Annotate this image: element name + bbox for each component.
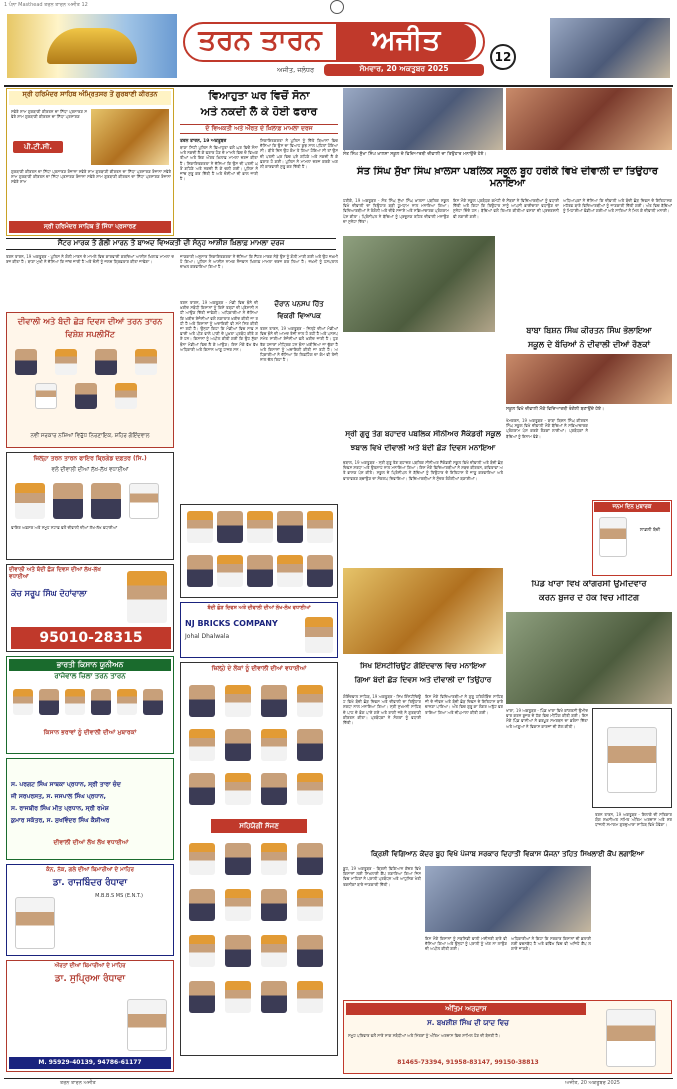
- print-strip: 1 ਪੰਨਾ Masthead ਤਰਨ ਤਾਰਨ ਅਜੀਤ 12: [4, 2, 88, 8]
- school-body-col2: ਇਸ ਮੌਕੇ ਸਕੂਲ ਪ੍ਰਬੰਧਕ ਕਮੇਟੀ ਦੇ ਮੈਂਬਰਾਂ ਨੇ ਵਿਦਿਆਰਥੀਆਂ ਨੂੰ ਵਧਾਈ ਦਿੱਤੀ ਅਤੇ ਕਿਹਾ ਕਿ ਤਿਉਹਾਰ ਸਾਨੂੰ ਆਪਸੀ ਭਾਈਚਾਰਾ ਵਧਾਉਣ ਦਾ ਸੁਨੇਹਾ ਦਿੰਦੇ ਹਨ। ਬੱਚਿਆਂ ਵਲੋਂ ਤਿਆਰ ਕੀਤੀਆਂ ਵਸਤਾਂ ਦੀ ਪ੍ਰਦਰਸ਼ਨੀ ਵੀ ਲਗਾਈ ਗਈ।: [453, 198, 559, 219]
- member-portrait: [143, 689, 163, 715]
- leader-portrait: [261, 685, 287, 717]
- masthead: [0, 0, 677, 84]
- deceased-portrait: [607, 727, 657, 793]
- ad-bricks-place: Johal Dhalwala: [185, 633, 230, 640]
- story-center-body: ਤਰਨ ਤਾਰਨ, 19 ਅਕਤੂਬਰ - ਮੰਡੀ ਵਿਚ ਝੋਨੇ ਦੀ ਖ਼ਰੀਦ ਸਬੰਧੀ ਕਿਸਾਨਾਂ ਨੂੰ ਕਿਸੇ ਤਰ੍ਹਾਂ ਦੀ ਪ੍ਰੇਸ਼ਾਨੀ ਨਹੀਂ ਆਉਣ ਦਿੱਤੀ ਜਾਵੇਗੀ। ਅਧਿਕਾਰੀਆਂ ਨੇ ਦੱਸਿਆ ਕਿ ਖ਼ਰੀਦ ਏਜੰਸੀਆਂ ਵਲੋਂ ਲਗਾਤਾਰ ਖ਼ਰੀਦ ਕੀਤੀ ਜਾ ਰਹੀ ਹੈ ਅਤੇ ਕਿਸਾਨਾਂ ਨੂੰ ਅਦਾਇਗੀ ਵੀ ਸਮੇਂ ਸਿਰ ਕੀਤੀ ਜਾ ਰਹੀ ਹੈ। ਉਨ੍ਹਾਂ ਕਿਹਾ ਕਿ ਮੰਡੀਆਂ ਵਿਚ ਸਾਫ਼ ਸਫ਼ਾਈ ਅਤੇ ਪੀਣ ਵਾਲੇ ਪਾਣੀ ਦੇ ਪੁਖ਼ਤਾ ਪ੍ਰਬੰਧ ਕੀਤੇ ਗਏ ਹਨ। ਕਿਸਾਨਾਂ ਨੂੰ ਅਪੀਲ ਕੀਤੀ ਗਈ ਕਿ ਉਹ ਸੁੱਕਾ ਝੋਨਾ ਮੰਡੀਆਂ ਵਿਚ ਲੈ ਕੇ ਆਉਣ। ਇਸ ਮੌਕੇ ਵੱਖ ਵੱਖ ਅਧਿਕਾਰੀ ਅਤੇ ਕਿਸਾਨ ਆਗੂ ਹਾਜ਼ਰ ਸਨ।: [180, 300, 258, 352]
- ad-title: ਸ੍ਰੀ ਹਰਿਮੰਦਰ ਸਾਹਿਬ ਅੰਮ੍ਰਿਤਸਰ ਤੋਂ ਗੁਰਬਾਣੀ ਕੀਰਤਨ: [9, 91, 171, 105]
- member-portrait: [217, 555, 243, 587]
- leader-portrait: [225, 685, 251, 717]
- obituary-phone: 81465-73394, 91958-83147, 99150-38813: [397, 1059, 539, 1066]
- story-bottom-photo: [425, 866, 591, 932]
- member-portrait: [297, 843, 323, 875]
- story-bhai-caption: ਸਕੂਲ ਵਿਖੇ ਦੀਵਾਲੀ ਮੌਕੇ ਵਿਦਿਆਰਥੀ ਰੰਗੋਲੀ ਬਣਾਉਂਦੇ ਹੋਏ।: [506, 407, 605, 412]
- ad-kochar-greeting: ਦੀਵਾਲੀ ਅਤੇ ਬੰਦੀ ਛੋੜ ਦਿਵਸ ਦੀਆਂ ਲੱਖ-ਲੱਖ ਵਧਾਈਆਂ: [9, 567, 101, 580]
- ad-names-line-1: ਸ. ਪਰਗਟ ਸਿੰਘ ਸਾਬਕਾ ਪ੍ਰਧਾਨ, ਸ੍ਰੀ ਤਾਰਾ ਚੰਦ: [11, 781, 121, 788]
- school-diwali-photo: [343, 236, 495, 332]
- story-sikh-body-col1: ਗੋਇੰਦਵਾਲ ਸਾਹਿਬ, 19 ਅਕਤੂਬਰ - ਸਿਖ ਇੰਸਟੀਚਿਊਟ ਵਿਖੇ ਬੰਦੀ ਛੋੜ ਦਿਵਸ ਅਤੇ ਦੀਵਾਲੀ ਦਾ ਤਿਉਹਾਰ ਸ਼ਰਧਾ ਨਾਲ ਮਨਾਇਆ ਗਿਆ। ਸ੍ਰੀ ਸੁਖਮਨੀ ਸਾਹਿਬ ਦੇ ਪਾਠ ਦੇ ਭੋਗ ਪਾਏ ਗਏ ਅਤੇ ਰਾਗੀ ਜਥੇ ਨੇ ਗੁਰਬਾਣੀ ਕੀਰਤਨ ਕੀਤਾ। ਪ੍ਰਬੰਧਕਾਂ ਨੇ ਸੰਗਤਾਂ ਨੂੰ ਵਧਾਈ ਦਿੱਤੀ।: [343, 694, 421, 726]
- leader-portrait: [225, 729, 251, 761]
- ad-footer: ਸ੍ਰੀ ਹਰਿਮੰਦਰ ਸਾਹਿਬ ਤੋਂ ਸਿੱਧਾ ਪ੍ਰਸਾਰਣ: [9, 221, 171, 233]
- story-mandi-headline-1: ਦੌਰਾਨ ਪਨਸਪ ਹਿੱਤ: [274, 300, 324, 308]
- header-building-photo: [550, 18, 670, 78]
- ad-doctor-1-degree: M.B.B.S MS (E.N.T.): [95, 893, 143, 899]
- story-bottom-headline: ਕ੍ਰਿਸ਼ੀ ਵਿਗਿਆਨ ਕੇਂਦਰ ਬੂਹ ਵਿਖੇ ਪੰਜਾਬ ਸਰਕਾਰ ਦਿਹਾਤੀ ਵਿਕਾਸ ਯੋਜਨਾ ਤਹਿਤ ਸਿਖਲਾਈ ਕੈਂਪ ਲਗਾਇਆ: [370, 850, 645, 858]
- ad-names-line-2: ਜੀ ਸਰਪਰਸਤ, ਸ. ਜਸਪਾਲ ਸਿੰਘ ਪ੍ਰਧਾਨ,: [11, 793, 106, 800]
- member-portrait: [307, 555, 333, 587]
- footer-rule: [4, 1078, 673, 1079]
- birthday-title: ਜਨਮ ਦਿਨ ਮੁਬਾਰਕ: [594, 502, 670, 512]
- member-portrait: [187, 511, 213, 543]
- story-khara-photo: [506, 612, 672, 704]
- footer-left: ਤਰਨ ਤਾਰਨ ਅਜੀਤ: [60, 1080, 96, 1086]
- story-sikh-headline-2: ਗਿਆ ਬੰਦੀ ਛੋੜ ਦਿਵਸ ਅਤੇ ਦੀਵਾਲੀ ਦਾ ਤਿਉਹਾਰ: [354, 676, 492, 684]
- golden-temple-banner: [7, 14, 177, 78]
- coach-portrait: [127, 571, 167, 623]
- obituary-notice: ਅੰਤਿਮ ਅਰਦਾਸ: [346, 1003, 586, 1015]
- member-portrait: [297, 981, 323, 1013]
- story-ashish-body: ਤਰਨ ਤਾਰਨ, 19 ਅਕਤੂਬਰ - ਪੁਲਿਸ ਨੇ ਗੋਲੀ ਮਾਰਨ ਦੇ ਮਾਮਲੇ ਵਿਚ ਕਾਰਵਾਈ ਕਰਦਿਆਂ ਆਸ਼ੀਸ਼ ਖ਼ਿਲਾਫ਼ ਮਾਮਲਾ ਦਰਜ ਕੀਤਾ ਹੈ। ਥਾਣਾ ਮੁਖੀ ਨੇ ਦੱਸਿਆ ਕਿ ਜਾਂਚ ਜਾਰੀ ਹੈ ਅਤੇ ਦੋਸ਼ੀ ਨੂੰ ਜਲਦ ਗ੍ਰਿਫ਼ਤਾਰ ਕੀਤਾ ਜਾਵੇਗਾ।: [6, 254, 174, 265]
- ad-doctor-2-name: ਡਾ. ਸੁਪ੍ਰਿਆ ਰੰਧਾਵਾ: [54, 974, 126, 984]
- member-portrait: [297, 935, 323, 967]
- school-headline: ਸੰਤ ਸਿੰਘ ਸੁੱਖਾ ਸਿੰਘ ਖ਼ਾਲਸਾ ਪਬਲਿਕ ਸਕੂਲ ਬੂਹ ਹਰੀਕੇ ਵਿਖੇ ਦੀਵਾਲੀ ਦਾ ਤਿਉਹਾਰ ਮਨਾਇਆ: [357, 166, 658, 189]
- ad-kisan-title-2: ਰਾਜੇਵਾਲ ਜ਼ਿਲਾ ਤਰਨ ਤਾਰਨ: [54, 672, 126, 680]
- story-ashish-headline: ਸੈਂਟਰ ਮਾਰਕ ਤੋਂ ਗੋਲੀ ਮਾਰਨ ਤੋਂ ਬਾਅਦ ਵਿਅਕਤੀ ਦੀ ਸੰਨ੍ਹ ਆਸ਼ੀਸ਼ ਖ਼ਿਲਾਫ਼ ਮਾਮਲਾ ਦਰਜ: [6, 238, 336, 250]
- ad-kochar-name: ਕੋਚ ਸਰੂਪ ਸਿੰਘ ਦੋਹਾਂਵਾਲਾ: [11, 589, 87, 598]
- golden-temple-photo: [91, 109, 169, 165]
- leader-portrait: [55, 349, 77, 375]
- ad-diwali-title: ਦੀਵਾਲੀ ਅਤੇ ਬੰਦੀ ਛੋੜ ਦਿਵਸ ਦੀਆਂ ਤਰਨ ਤਾਰਨ ਵਿਸ਼ੇਸ਼ ਸਪਲੀਮੈਂਟ: [17, 317, 163, 339]
- story-khara-headline-1: ਪਿੰਡ ਖਾਰਾ ਵਿਖੇ ਕਾਂਗਰਸੀ ਉਮੀਦਵਾਰ: [531, 580, 647, 589]
- story-khara-body: ਖਾਰਾ, 19 ਅਕਤੂਬਰ - ਪਿੰਡ ਖਾਰਾ ਵਿਖੇ ਕਾਂਗਰਸੀ ਉਮੀਦਵਾਰ ਕਰਨ ਬੁਜਰ ਦੇ ਹੱਕ ਵਿਚ ਮੀਟਿੰਗ ਕੀਤੀ ਗਈ। ਇਸ ਮੌਕੇ ਪਿੰਡ ਵਾਸੀਆਂ ਨੇ ਭਰਪੂਰ ਸਮਰਥਨ ਦਾ ਭਰੋਸਾ ਦਿੱਤਾ ਅਤੇ ਆਗੂਆਂ ਨੇ ਵਿਕਾਸ ਕਾਰਜਾਂ ਦੀ ਗੱਲ ਕੀਤੀ।: [506, 708, 588, 729]
- header-rule: [4, 85, 673, 87]
- ad-kochar-phone: 95010-28315: [11, 627, 171, 649]
- member-portrait: [247, 555, 273, 587]
- story-bhai-body: ਖੇਮਕਰਨ, 19 ਅਕਤੂਬਰ - ਬਾਬਾ ਬਿਸ਼ਨ ਸਿੰਘ ਕੀਰਤਨ ਸਿੰਘ ਸਕੂਲ ਵਿਖੇ ਦੀਵਾਲੀ ਮੌਕੇ ਬੱਚਿਆਂ ਨੇ ਸਭਿਆਚਾਰਕ ਪ੍ਰੋਗਰਾਮ ਪੇਸ਼ ਕਰਕੇ ਰੌਣਕਾਂ ਲਾਈਆਂ। ਪ੍ਰਬੰਧਕਾਂ ਨੇ ਬੱਚਿਆਂ ਨੂੰ ਇਨਾਮ ਵੰਡੇ।: [506, 418, 588, 439]
- leader-portrait: [115, 383, 137, 409]
- ad-doctor-1-name: ਡਾ. ਰਾਜਬਿੰਦਰ ਰੰਧਾਵਾ: [52, 878, 128, 888]
- member-portrait: [117, 689, 137, 715]
- story-mandi-headline-2: ਵਿਕਰੀ ਵਿਆਪਕ: [277, 312, 321, 320]
- member-portrait: [39, 689, 59, 715]
- member-portrait: [277, 555, 303, 587]
- member-portrait: [225, 843, 251, 875]
- leader-portrait: [189, 729, 215, 761]
- obituary-body: ਤਰਨ ਤਾਰਨ, 19 ਅਕਤੂਬਰ - ਇਲਾਕੇ ਦੀ ਸਤਿਕਾਰਯੋਗ ਸ਼ਖ਼ਸੀਅਤ ਨਮਿਤ ਅੰਤਿਮ ਅਰਦਾਸ ਅਤੇ ਸ਼ਰਧਾਂਜਲੀ ਸਮਾਗਮ ਗੁਰਦੁਆਰਾ ਸਾਹਿਬ ਵਿਖੇ ਹੋਵੇਗਾ।: [595, 812, 672, 828]
- birthday-box: [592, 500, 672, 576]
- ad-bricks: [180, 602, 338, 658]
- member-portrait: [189, 843, 215, 875]
- ad-doctor-1: [6, 864, 174, 956]
- member-portrait: [189, 889, 215, 921]
- ad-kisan: [6, 656, 174, 754]
- footer-right: ਅਜੀਤ, 20 ਅਕਤੂਬਰ 2025: [565, 1080, 620, 1086]
- member-portrait: [297, 889, 323, 921]
- register-mark-icon: [330, 0, 344, 14]
- member-portrait: [91, 689, 111, 715]
- ad-body-text: ਸਵੇਰੇ ਸ਼ਾਮ ਗੁਰਬਾਣੀ ਕੀਰਤਨ ਦਾ ਸਿੱਧਾ ਪ੍ਰਸਾਰਣ ਸਵੇਰੇ ਸ਼ਾਮ ਗੁਰਬਾਣੀ ਕੀਰਤਨ ਦਾ ਸਿੱਧਾ ਪ੍ਰਸਾਰਣ: [11, 109, 87, 120]
- story-bottom-body-col2: ਇਸ ਮੌਕੇ ਕਿਸਾਨਾਂ ਨੂੰ ਸਬਸਿਡੀ ਵਾਲੀ ਮਸ਼ੀਨਰੀ ਬਾਰੇ ਵੀ ਦੱਸਿਆ ਗਿਆ ਅਤੇ ਉਨ੍ਹਾਂ ਨੂੰ ਪਰਾਲੀ ਨੂੰ ਅੱਗ ਨਾ ਲਾਉਣ ਦੀ ਅਪੀਲ ਕੀਤੀ ਗਈ।: [425, 936, 507, 952]
- ad-doctor-2-phone: M. 95929-40139, 94786-61177: [9, 1057, 171, 1069]
- ad-leaders-greeting: ਜ਼ਿਲ੍ਹੇ ਦੇ ਲੋਕਾਂ ਨੂੰ ਦੀਵਾਲੀ ਦੀਆਂ ਵਧਾਈਆਂ: [211, 665, 307, 672]
- member-portrait: [261, 935, 287, 967]
- member-portrait: [225, 981, 251, 1013]
- ad-kisan-footer: ਕਿਸਾਨ ਭਰਾਵਾਂ ਨੂੰ ਦੀਵਾਲੀ ਦੀਆਂ ਮੁਬਾਰਕਾਂ: [43, 729, 137, 736]
- doctor-portrait: [15, 897, 55, 949]
- ad-names-line-3: ਸ. ਰਾਜਬੀਰ ਸਿੰਘ ਮੀਤ ਪ੍ਰਧਾਨ, ਸ੍ਰੀ ਰਮੇਸ਼: [11, 805, 109, 812]
- ad-fire: [6, 452, 174, 560]
- leader-portrait: [297, 773, 323, 805]
- child-portrait: [599, 517, 627, 557]
- ad-diwali: [6, 312, 174, 448]
- member-portrait: [247, 511, 273, 543]
- story-ktp-headline-1: ਸ੍ਰੀ ਗੁਰੂ ਤੇਗ ਬਹਾਦਰ ਪਬਲਿਕ ਸੀਨੀਅਰ ਸੈਕੰਡਰੀ ਸਕੂਲ: [345, 430, 501, 438]
- leader-portrait: [261, 729, 287, 761]
- ad-doctor-2: [6, 960, 174, 1072]
- school-body-col3: ਅਧਿਆਪਕਾਂ ਨੇ ਦੱਸਿਆ ਕਿ ਦੀਵਾਲੀ ਅਤੇ ਬੰਦੀ ਛੋੜ ਦਿਵਸ ਦੇ ਇਤਿਹਾਸਕ ਮਹੱਤਵ ਬਾਰੇ ਵਿਦਿਆਰਥੀਆਂ ਨੂੰ ਜਾਣਕਾਰੀ ਦਿੱਤੀ ਗਈ। ਅੰਤ ਵਿਚ ਬੱਚਿਆਂ ਨੂੰ ਮਿਠਾਈਆਂ ਵੰਡੀਆਂ ਗਈਆਂ ਅਤੇ ਸਾਰਿਆਂ ਨੇ ਮਿਲ ਕੇ ਦੀਵਾਲੀ ਮਨਾਈ।: [563, 198, 672, 214]
- school-ktp-photo: [343, 568, 503, 654]
- member-portrait: [65, 689, 85, 715]
- officer-portrait: [53, 483, 83, 519]
- masthead-title-right: ਅਜੀਤ: [336, 23, 476, 61]
- story-ashish-body-2: ਜਾਣਕਾਰੀ ਅਨੁਸਾਰ ਸ਼ਿਕਾਇਤਕਰਤਾ ਨੇ ਦੱਸਿਆ ਕਿ ਸੈਂਟਰ ਮਾਰਕ ਨੇੜੇ ਉਸ ਨੂੰ ਗੋਲੀ ਮਾਰੀ ਗਈ ਅਤੇ ਉਹ ਜ਼ਖ਼ਮੀ ਹੋ ਗਿਆ। ਪੁਲਿਸ ਨੇ ਆਸ਼ੀਸ਼ ਨਾਮਕ ਨੌਜਵਾਨ ਖ਼ਿਲਾਫ਼ ਮਾਮਲਾ ਦਰਜ ਕਰ ਲਿਆ ਹੈ। ਜ਼ਖ਼ਮੀ ਨੂੰ ਹਸਪਤਾਲ ਦਾਖ਼ਲ ਕਰਵਾਇਆ ਗਿਆ ਹੈ।: [180, 254, 338, 270]
- ad-body-text-2: ਗੁਰਬਾਣੀ ਕੀਰਤਨ ਦਾ ਸਿੱਧਾ ਪ੍ਰਸਾਰਣ ਰੋਜ਼ਾਨਾ ਸਵੇਰੇ ਸ਼ਾਮ ਗੁਰਬਾਣੀ ਕੀਰਤਨ ਦਾ ਸਿੱਧਾ ਪ੍ਰਸਾਰਣ ਰੋਜ਼ਾਨਾ ਸਵੇਰੇ ਸ਼ਾਮ ਗੁਰਬਾਣੀ ਕੀਰਤਨ ਦਾ ਸਿੱਧਾ ਪ੍ਰਸਾਰਣ ਰੋਜ਼ਾਨਾ ਸਵੇਰੇ ਸ਼ਾਮ ਗੁਰਬਾਣੀ ਕੀਰਤਨ ਦਾ ਸਿੱਧਾ ਪ੍ਰਸਾਰਣ ਰੋਜ਼ਾਨਾ ਸਵੇਰੇ ਸ਼ਾਮ: [11, 169, 171, 185]
- ad-bricks-greeting: ਬੰਦੀ ਛੋੜ ਦਿਵਸ ਅਤੇ ਦੀਵਾਲੀ ਦੀਆਂ ਲੱਖ-ਲੱਖ ਵਧਾਈਆਂ: [207, 605, 311, 611]
- ad-bricks-name: NJ BRICKS COMPANY: [185, 619, 278, 628]
- school-caption: ਸੰਤ ਸਿੰਘ ਸੁੱਖਾ ਸਿੰਘ ਖ਼ਾਲਸਾ ਸਕੂਲ ਦੇ ਵਿਦਿਆਰਥੀ ਦੀਵਾਲੀ ਦਾ ਤਿਉਹਾਰ ਮਨਾਉਂਦੇ ਹੋਏ।: [343, 152, 487, 157]
- page-number: 12: [490, 44, 516, 70]
- ad-names: [6, 758, 174, 860]
- member-portrait: [225, 889, 251, 921]
- story1-headline-1: ਵਿਆਹੁਤਾ ਘਰ ਵਿਚੋਂ ਸੋਨਾ: [208, 90, 310, 102]
- officer-portrait: [91, 483, 121, 519]
- story-khara-headline-2: ਕਰਨ ਬੁਜਰ ਦੇ ਹੱਕ ਵਿਚ ਮੀਟਿੰਗ: [539, 594, 639, 603]
- story1-body-col1: ਥਾਣਾ ਸਿਟੀ ਪੁਲਿਸ ਨੇ ਵਿਆਹੁਤਾ ਵਲੋਂ ਘਰ ਵਿਚੋਂ ਸੋਨਾ ਅਤੇ ਨਕਦੀ ਲੈ ਕੇ ਫਰਾਰ ਹੋਣ ਦੇ ਮਾਮਲੇ ਵਿਚ ਦੋ ਵਿਅਕਤੀਆਂ ਅਤੇ ਇਕ ਔਰਤ ਖ਼ਿਲਾਫ਼ ਮਾਮਲਾ ਦਰਜ ਕੀਤਾ ਹੈ। ਸ਼ਿਕਾਇਤਕਰਤਾ ਨੇ ਦੱਸਿਆ ਕਿ ਉਸ ਦੀ ਪਤਨੀ ਘਰੋਂ ਗਹਿਣੇ ਅਤੇ ਨਕਦੀ ਲੈ ਕੇ ਚਲੀ ਗਈ। ਪੁਲਿਸ ਨੇ ਜਾਂਚ ਸ਼ੁਰੂ ਕਰ ਦਿੱਤੀ ਹੈ ਅਤੇ ਦੋਸ਼ੀਆਂ ਦੀ ਭਾਲ ਜਾਰੀ ਹੈ।: [180, 145, 258, 182]
- story1-body-col2: ਸ਼ਿਕਾਇਤਕਰਤਾ ਨੇ ਪੁਲਿਸ ਨੂੰ ਦਿੱਤੇ ਬਿਆਨਾਂ ਵਿਚ ਦੱਸਿਆ ਕਿ ਉਸ ਦਾ ਵਿਆਹ ਕੁਝ ਸਾਲ ਪਹਿਲਾਂ ਹੋਇਆ ਸੀ। ਬੀਤੇ ਦਿਨ ਉਹ ਕੰਮ ਤੇ ਗਿਆ ਹੋਇਆ ਸੀ ਤਾਂ ਉਸ ਦੀ ਪਤਨੀ ਘਰ ਵਿਚ ਪਏ ਗਹਿਣੇ ਅਤੇ ਨਕਦੀ ਲੈ ਕੇ ਫ਼ਰਾਰ ਹੋ ਗਈ। ਪੁਲਿਸ ਨੇ ਮਾਮਲਾ ਦਰਜ ਕਰਕੇ ਅਗਲੀ ਕਾਰਵਾਈ ਸ਼ੁਰੂ ਕਰ ਦਿੱਤੀ ਹੈ।: [260, 138, 338, 170]
- story-bottom-body-col3: ਅਧਿਕਾਰੀਆਂ ਨੇ ਕਿਹਾ ਕਿ ਸਰਕਾਰ ਕਿਸਾਨਾਂ ਦੀ ਭਲਾਈ ਲਈ ਵਚਨਬੱਧ ਹੈ ਅਤੇ ਭਵਿੱਖ ਵਿਚ ਵੀ ਅਜਿਹੇ ਕੈਂਪ ਲਗਾਏ ਜਾਣਗੇ।: [511, 936, 591, 952]
- story1-subhead: ਦੋ ਵਿਅਕਤੀ ਅਤੇ ਔਰਤ ਦੇ ਖ਼ਿਲਾਫ਼ ਮਾਮਲਾ ਦਰਜ: [180, 124, 338, 134]
- left-top-ad: [6, 88, 174, 236]
- ad-kochar: [6, 564, 174, 652]
- member-portrait: [261, 889, 287, 921]
- masthead-title-left: ਤਰਨ ਤਾਰਨ: [198, 23, 322, 56]
- ad-photos-grid: [180, 504, 338, 598]
- member-portrait: [307, 511, 333, 543]
- school-photo-2: [506, 88, 672, 150]
- story-bhai-headline-1: ਬਾਬਾ ਬਿਸ਼ਨ ਸਿੰਘ ਕੀਰਤਨ ਸਿੰਘ ਭੋਲਾਇਆ: [526, 326, 652, 335]
- leader-portrait: [189, 685, 215, 717]
- obituary-headline: ਸ. ਬਖਸ਼ੀਸ਼ ਸਿੰਘ ਦੀ ਯਾਦ ਵਿਚ: [427, 1019, 509, 1027]
- member-portrait: [13, 689, 33, 715]
- member-portrait: [187, 555, 213, 587]
- leader-portrait: [189, 773, 215, 805]
- story-sikh-body-col2: ਇਸ ਮੌਕੇ ਵਿਦਿਆਰਥੀਆਂ ਨੇ ਗੁਰੂ ਹਰਿਗੋਬਿੰਦ ਸਾਹਿਬ ਜੀ ਦੇ ਜੀਵਨ ਅਤੇ ਬੰਦੀ ਛੋੜ ਦਿਵਸ ਦੇ ਇਤਿਹਾਸ ਬਾਰੇ ਚਾਨਣਾ ਪਾਇਆ। ਅੰਤ ਵਿਚ ਗੁਰੂ ਕਾ ਲੰਗਰ ਅਤੁੱਟ ਵਰਤਾਇਆ ਗਿਆ ਅਤੇ ਦੀਪਮਾਲਾ ਕੀਤੀ ਗਈ।: [425, 694, 503, 715]
- member-portrait: [277, 511, 303, 543]
- school-body-col1: ਹਰੀਕੇ, 19 ਅਕਤੂਬਰ - ਸੰਤ ਸਿੰਘ ਸੁੱਖਾ ਸਿੰਘ ਖ਼ਾਲਸਾ ਪਬਲਿਕ ਸਕੂਲ ਵਿਖੇ ਦੀਵਾਲੀ ਦਾ ਤਿਉਹਾਰ ਬੜੀ ਧੂਮਧਾਮ ਨਾਲ ਮਨਾਇਆ ਗਿਆ। ਵਿਦਿਆਰਥੀਆਂ ਨੇ ਰੰਗੋਲੀ ਅਤੇ ਦੀਵੇ ਸਜਾਏ ਅਤੇ ਸਭਿਆਚਾਰਕ ਪ੍ਰੋਗਰਾਮ ਪੇਸ਼ ਕੀਤਾ। ਪ੍ਰਿੰਸੀਪਲ ਨੇ ਬੱਚਿਆਂ ਨੂੰ ਪ੍ਰਦੂਸ਼ਣ ਰਹਿਤ ਦੀਵਾਲੀ ਮਨਾਉਣ ਦਾ ਸੁਨੇਹਾ ਦਿੱਤਾ।: [343, 198, 449, 224]
- obituary-box: [343, 1000, 672, 1074]
- leader-portrait: [225, 773, 251, 805]
- ad-fire-names: ਫਾਇਰ ਅਫ਼ਸਰ ਅਤੇ ਸਮੂਹ ਸਟਾਫ਼ ਵਲੋਂ ਦੀਵਾਲੀ ਦੀਆਂ ਲੱਖ-ਲੱਖ ਵਧਾਈਆਂ: [11, 525, 118, 530]
- golden-temple-icon: [47, 28, 137, 64]
- owner-portrait: [305, 617, 333, 653]
- story-sikh-headline-1: ਸਿਖ ਇੰਸਟੀਚਿਊਟ ਗੋਇੰਦਵਾਲ ਵਿਚ ਮਨਾਇਆ: [359, 662, 487, 670]
- story-bottom-body-col1: ਬੂਹ, 19 ਅਕਤੂਬਰ - ਕ੍ਰਿਸ਼ੀ ਵਿਗਿਆਨ ਕੇਂਦਰ ਵਿਖੇ ਕਿਸਾਨਾਂ ਲਈ ਸਿਖਲਾਈ ਕੈਂਪ ਲਗਾਇਆ ਗਿਆ ਜਿਸ ਵਿਚ ਮਾਹਿਰਾਂ ਨੇ ਪਰਾਲੀ ਪ੍ਰਬੰਧਨ ਅਤੇ ਆਧੁਨਿਕ ਖੇਤੀ ਤਕਨੀਕਾਂ ਬਾਰੇ ਜਾਣਕਾਰੀ ਦਿੱਤੀ।: [343, 866, 421, 887]
- leader-portrait: [15, 349, 37, 375]
- ad-fire-title: ਜ਼ਿਲ੍ਹਾ ਤਰਨ ਤਾਰਨ ਫਾਇਰ ਬ੍ਰਿਗੇਡ ਦਫ਼ਤਰ (ਸਿ.): [33, 455, 147, 462]
- leader-portrait: [297, 729, 323, 761]
- ad-names-line-4: ਕੁਮਾਰ ਸਕੱਤਰ, ਸ. ਸੁਖਵਿੰਦਰ ਸਿੰਘ ਕੈਸ਼ੀਅਰ: [11, 817, 110, 824]
- ad-fire-greeting: ਵਲੋਂ ਦੀਵਾਲੀ ਦੀਆਂ ਲੱਖ-ਲੱਖ ਵਧਾਈਆਂ: [51, 467, 129, 473]
- school-photo-1: [343, 88, 503, 150]
- story-ktp-headline-2: ਝਬਾਲ ਵਿਖੇ ਦੀਵਾਲੀ ਅਤੇ ਬੰਦੀ ਛੋੜ ਦਿਵਸ ਮਨਾਇਆ: [350, 444, 496, 452]
- member-portrait: [189, 981, 215, 1013]
- obituary-photo-box: [592, 708, 672, 808]
- ad-names-footer: ਦੀਵਾਲੀ ਦੀਆਂ ਲੱਖ ਲੱਖ ਵਧਾਈਆਂ: [53, 839, 129, 846]
- member-portrait: [225, 935, 251, 967]
- story-bhai-headline-2: ਸਕੂਲ ਦੇ ਬੱਚਿਆਂ ਨੇ ਦੀਵਾਲੀ ਦੀਆਂ ਰੌਣਕਾਂ: [527, 340, 651, 349]
- ad-kisan-title-1: ਭਾਰਤੀ ਕਿਸਾਨ ਯੂਨੀਅਨ: [9, 659, 171, 671]
- officer-portrait: [15, 483, 45, 519]
- ad-doctor-2-title: ਔਰਤਾਂ ਦੀਆਂ ਬਿਮਾਰੀਆਂ ਦੇ ਮਾਹਿਰ: [54, 963, 126, 969]
- story1-byline: ਤਰਨ ਤਾਰਨ, 19 ਅਕਤੂਬਰ: [180, 139, 227, 144]
- leader-portrait: [297, 685, 323, 717]
- ad-leaders: [180, 662, 338, 1056]
- leader-portrait: [95, 349, 117, 375]
- member-portrait: [261, 843, 287, 875]
- leader-portrait: [35, 383, 57, 409]
- obituary-notice-body: ਸਮੂਹ ਪਰਿਵਾਰ ਵਲੋਂ ਸਾਰੇ ਸਾਕ ਸਬੰਧੀਆਂ ਅਤੇ ਮਿੱਤਰਾਂ ਨੂੰ ਅੰਤਿਮ ਅਰਦਾਸ ਵਿਚ ਸ਼ਾਮਿਲ ਹੋਣ ਦੀ ਬੇਨਤੀ ਹੈ।: [348, 1033, 501, 1038]
- masthead-date: ਸੋਮਵਾਰ, 20 ਅਕਤੂਬਰ 2025: [324, 64, 484, 76]
- story-bhai-photo: [506, 354, 672, 404]
- obituary-portrait: [606, 1009, 656, 1067]
- member-portrait: [261, 981, 287, 1013]
- ad-leaders-footer: ਸਹਿਯੋਗੀ ਸੱਜਣ: [211, 819, 307, 833]
- masthead-edition: ਅਜੀਤ, ਜਲੰਧਰ: [277, 66, 314, 74]
- ad-doctor-1-title: ਕੰਨ, ਨੱਕ, ਗਲੇ ਦੀਆਂ ਬਿਮਾਰੀਆਂ ਦੇ ਮਾਹਿਰ: [46, 867, 134, 873]
- leader-portrait: [261, 773, 287, 805]
- officer-portrait: [129, 483, 159, 519]
- story-mandi-body: ਤਰਨ ਤਾਰਨ, 19 ਅਕਤੂਬਰ - ਜ਼ਿਲ੍ਹੇ ਦੀਆਂ ਮੰਡੀਆਂ ਵਿਚ ਝੋਨੇ ਦੀ ਆਮਦ ਤੇਜ਼ੀ ਨਾਲ ਹੋ ਰਹੀ ਹੈ ਅਤੇ ਪਨਸਪ ਸਮੇਤ ਸਾਰੀਆਂ ਏਜੰਸੀਆਂ ਵਲੋਂ ਖ਼ਰੀਦ ਜਾਰੀ ਹੈ। ਹੁਣ ਤੱਕ ਹਜ਼ਾਰਾਂ ਮੀਟ੍ਰਿਕ ਟਨ ਝੋਨਾ ਖ਼ਰੀਦਿਆ ਜਾ ਚੁੱਕਾ ਹੈ ਅਤੇ ਕਿਸਾਨਾਂ ਨੂੰ ਅਦਾਇਗੀ ਕੀਤੀ ਜਾ ਰਹੀ ਹੈ। ਅਧਿਕਾਰੀਆਂ ਨੇ ਦੱਸਿਆ ਕਿ ਲਿਫ਼ਟਿੰਗ ਦਾ ਕੰਮ ਵੀ ਤੇਜ਼ੀ ਨਾਲ ਚੱਲ ਰਿਹਾ ਹੈ।: [260, 326, 338, 363]
- ptc-badge: ਪੀ.ਟੀ.ਸੀ.: [13, 141, 63, 153]
- story1-headline-2: ਅਤੇ ਨਕਦੀ ਲੈ ਕੇ ਹੋਈ ਫਰਾਰ: [200, 106, 318, 118]
- leader-portrait: [75, 383, 97, 409]
- ad-diwali-footer: ਨਵੀਂ ਸਰਕਾਰ ਨਸ਼ਿਆਂ ਵਿਰੁੱਧ ਨਿਰਣਾਇਕ, ਸ਼ਹਿਰ ਗੋਇੰਦਵਾਲ: [30, 433, 150, 439]
- member-portrait: [217, 511, 243, 543]
- leader-portrait: [135, 349, 157, 375]
- story-ktp-body: ਝਬਾਲ, 19 ਅਕਤੂਬਰ - ਸ੍ਰੀ ਗੁਰੂ ਤੇਗ ਬਹਾਦਰ ਪਬਲਿਕ ਸੀਨੀਅਰ ਸੈਕੰਡਰੀ ਸਕੂਲ ਵਿਖੇ ਦੀਵਾਲੀ ਅਤੇ ਬੰਦੀ ਛੋੜ ਦਿਵਸ ਸ਼ਰਧਾ ਅਤੇ ਉਤਸ਼ਾਹ ਨਾਲ ਮਨਾਇਆ ਗਿਆ। ਇਸ ਮੌਕੇ ਵਿਦਿਆਰਥੀਆਂ ਨੇ ਸ਼ਬਦ ਕੀਰਤਨ, ਕਵਿਤਾਵਾਂ ਅਤੇ ਭਾਸ਼ਣ ਪੇਸ਼ ਕੀਤੇ। ਸਕੂਲ ਦੇ ਪ੍ਰਿੰਸੀਪਲ ਨੇ ਬੱਚਿਆਂ ਨੂੰ ਤਿਉਹਾਰ ਦੇ ਇਤਿਹਾਸ ਤੋਂ ਜਾਣੂ ਕਰਵਾਇਆ ਅਤੇ ਵਾਤਾਵਰਣ ਬਚਾਉਣ ਦਾ ਸੰਕਲਪ ਦਿਵਾਇਆ। ਵਿਦਿਆਰਥੀਆਂ ਨੇ ਸੁੰਦਰ ਰੰਗੋਲੀਆਂ ਬਣਾਈਆਂ।: [343, 460, 503, 481]
- birthday-caption: ਲਾਡਲੀ ਬੱਚੀ: [639, 528, 661, 533]
- member-portrait: [189, 935, 215, 967]
- doctor-portrait: [127, 999, 167, 1051]
